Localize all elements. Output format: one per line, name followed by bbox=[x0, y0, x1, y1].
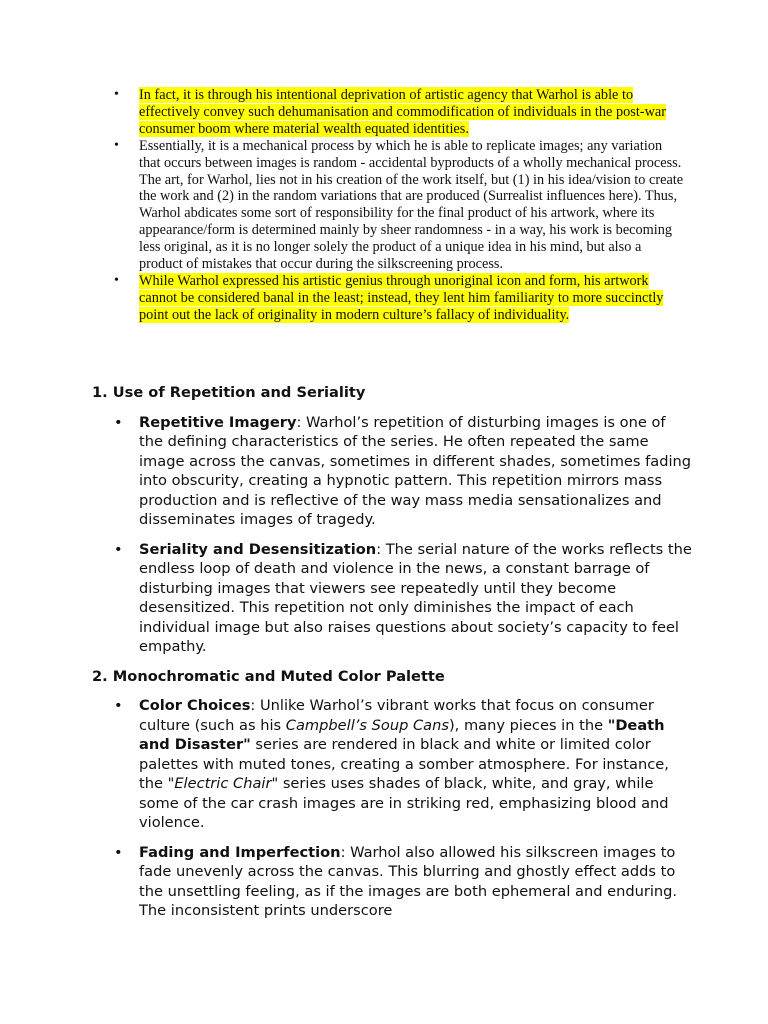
list-item bbox=[94, 87, 684, 138]
artwork-title: Electric Chair bbox=[174, 775, 272, 792]
list-item bbox=[92, 540, 692, 657]
notes-bullet-list bbox=[94, 87, 684, 324]
artwork-title: Campbell’s Soup Cans bbox=[285, 716, 449, 734]
highlighted-text: In fact, it is through his intentional deprivation of artistic agency that Warhol is able to effectively convey such dehumanisation and commodification of individuals in the post-war consumer boom where material wealth equated identities. bbox=[139, 87, 666, 137]
section-bullet-list bbox=[92, 413, 692, 657]
term-label: Fading and Imperfection bbox=[139, 843, 341, 861]
term-label: Repetitive Imagery bbox=[139, 413, 297, 431]
section-bullet-list bbox=[92, 696, 692, 921]
term-description: ), many pieces in the bbox=[448, 716, 608, 734]
series-title: "Death and Disaster" bbox=[139, 716, 665, 753]
analysis-sections bbox=[92, 383, 692, 931]
term-description: : The serial nature of the works reflects the endless loop of death and violence in the news, a constant barrage of disturbing images that viewers see repeatedly until they become desensitized. This repetition not only diminishes the impact of each individual image but also raises questions about society’s capacity to feel empathy. bbox=[139, 540, 692, 655]
section-heading: 1. Use of Repetition and Seriality bbox=[92, 384, 366, 401]
term-label: Color Choices bbox=[139, 697, 251, 714]
term-label: Seriality and Desensitization bbox=[139, 540, 377, 558]
paragraph-text: Essentially, it is a mechanical process by which he is able to replicate images; any variation that occurs between images is random - accidental byproducts of a wholly mechanical process. The art, for Warhol, lies not in his creation of the work itself, but (1) in his idea/vision to create the work and (2) in the random variations that are produced (Surrealist influences here). Thus, Warhol abdicates some sort of responsibility for the final product of his artwork, where its appearance/form is determined mainly by sheer randomness - in a way, his work is becoming less original, as it is no longer solely the product of a unique idea in his mind, but also a product of mistakes that occur during the silkscreening process. bbox=[139, 137, 684, 273]
list-item bbox=[94, 273, 684, 324]
term-description: " series uses shades of black, white, and gray, while some of the car crash images are in striking red, emphasizing blood and violence. bbox=[139, 775, 669, 831]
list-item bbox=[92, 696, 692, 833]
term-description: : Unlike Warhol’s vibrant works that focus on consumer culture (such as his bbox=[139, 697, 654, 734]
term-description: series are rendered in black and white or limited color palettes with muted tones, creating a somber atmosphere. For instance, the " bbox=[139, 736, 669, 792]
term-description: : Warhol also allowed his silkscreen images to fade unevenly across the canvas. This blurring and ghostly effect adds to the unsettling feeling, as if the images are both ephemeral and enduring. The inconsistent prints underscore bbox=[139, 843, 678, 919]
list-item bbox=[92, 413, 692, 530]
highlighted-text: While Warhol expressed his artistic genius through unoriginal icon and form, his artwork cannot be considered banal in the least; instead, they lent him familiarity to more succinctly point out the lack of originality in modern culture’s fallacy of individuality. bbox=[139, 272, 664, 323]
list-item bbox=[94, 138, 684, 273]
term-description: : Warhol’s repetition of disturbing images is one of the defining characteristics of the series. He often repeated the same image across the canvas, sometimes in different shades, sometimes fading into obscurity, creating a hypnotic pattern. This repetition mirrors mass production and is reflective of the way mass media sensationalizes and disseminates images of tragedy. bbox=[139, 413, 692, 528]
section-heading: 2. Monochromatic and Muted Color Palette bbox=[92, 667, 445, 685]
list-item bbox=[92, 843, 692, 921]
